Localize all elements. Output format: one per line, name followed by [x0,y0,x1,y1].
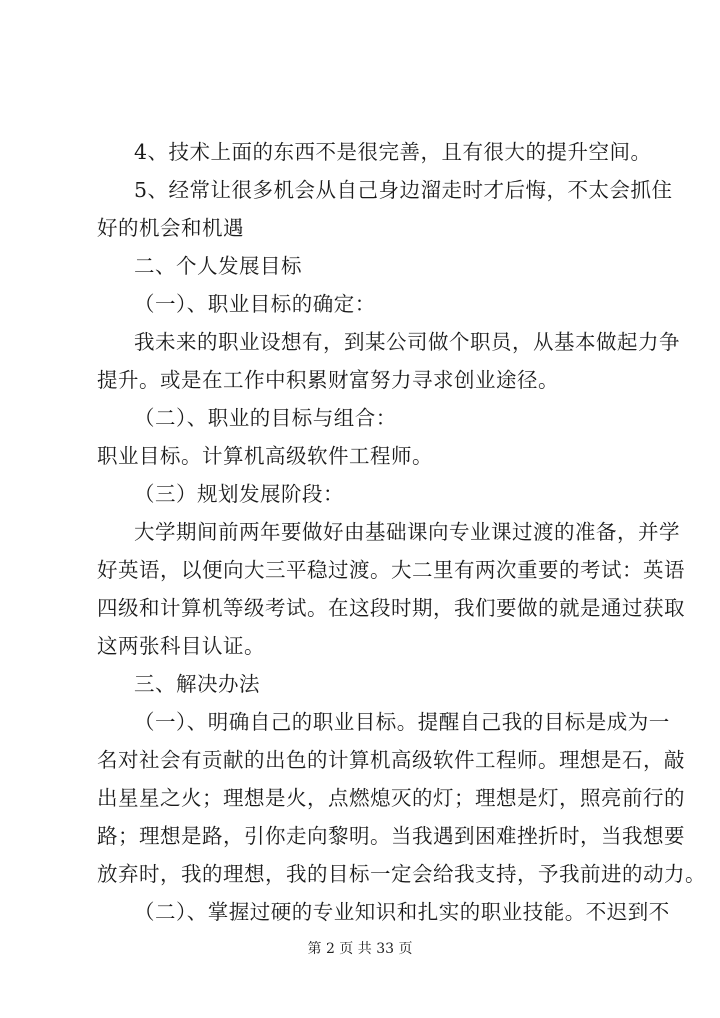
page-number-footer: 第 2 页 共 33 页 [307,941,413,957]
text-line-21: （二）、掌握过硬的专业知识和扎实的职业技能。不迟到不 [134,900,670,924]
text-line-19: 路；理想是路，引你走向黎明。当我遇到困难挫折时，当我想要 [97,824,685,848]
section-heading-2: 二、个人发展目标 [134,254,302,278]
text-line-9: 职业目标。计算机高级软件工程师。 [97,444,433,468]
text-line-12: 好英语，以便向大三平稳过渡。大二里有两次重要的考试：英语 [97,558,685,582]
section-heading-3: 三、解决办法 [134,672,260,696]
subheading-career-goal: （一）、职业目标的确定： [134,292,376,316]
text-line-7: 提升。或是在工作中积累财富努力寻求创业途径。 [97,368,559,392]
text-line-16: （一）、明确自己的职业目标。提醒自己我的目标是成为一 [134,710,670,734]
subheading-stages: （三）规划发展阶段： [134,482,344,506]
text-line-14: 这两张科目认证。 [97,634,265,658]
text-line-20: 放弃时，我的理想，我的目标一定会给我支持，予我前进的动力。 [97,862,706,886]
text-line-2: 5、经常让很多机会从自己身边溜走时才后悔，不太会抓住 [134,178,673,202]
subheading-goal-combination: （二）、职业的目标与组合： [134,406,397,430]
text-line-17: 名对社会有贡献的出色的计算机高级软件工程师。理想是石，敲 [97,748,685,772]
text-line-1: 4、技术上面的东西不是很完善，且有很大的提升空间。 [134,140,652,164]
text-line-18: 出星星之火；理想是火，点燃熄灭的灯；理想是灯，照亮前行的 [97,786,685,810]
text-line-3: 好的机会和机遇 [97,216,244,240]
text-line-13: 四级和计算机等级考试。在这段时期，我们要做的就是通过获取 [97,596,685,620]
text-line-6: 我未来的职业设想有，到某公司做个职员，从基本做起力争 [134,330,680,354]
text-line-11: 大学期间前两年要做好由基础课向专业课过渡的准备，并学 [134,520,680,544]
